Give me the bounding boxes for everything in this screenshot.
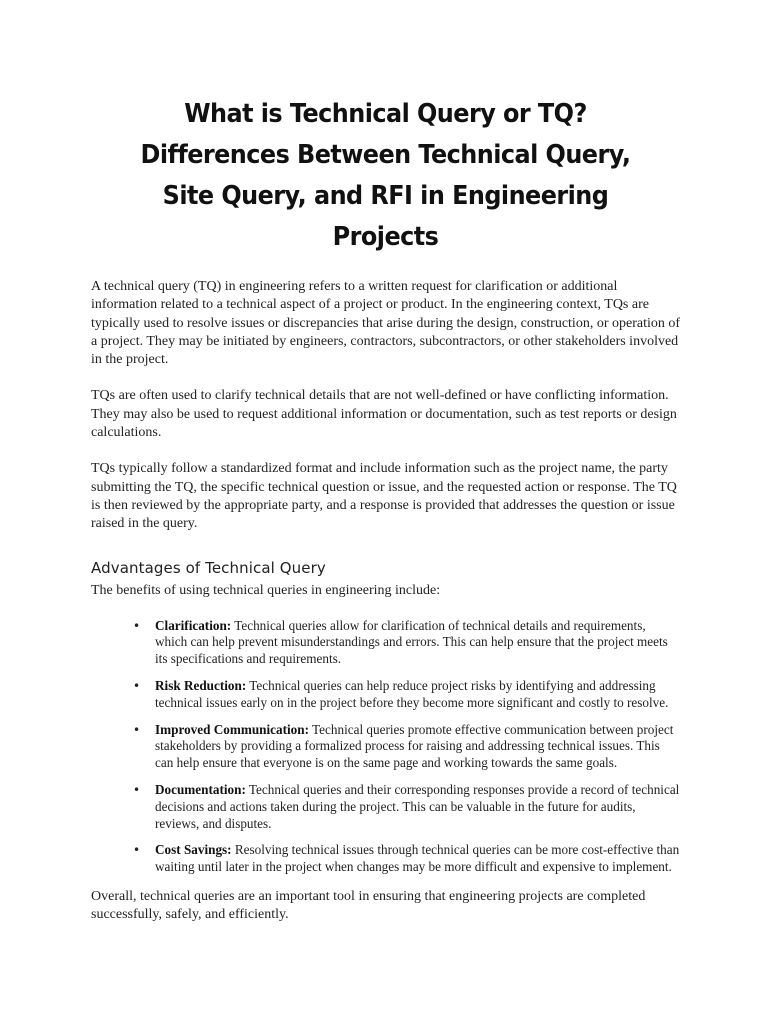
paragraph-format: TQs typically follow a standardized format and include information such as the project name, the party submitting the TQ, the specific technical question or issue, and the requested action or response. The TQ is then reviewed by the appropriate party, and a response is provided that addresses the question or issue raised in the query. [91, 461, 677, 532]
list-item-documentation [133, 781, 680, 832]
list-item-text: Technical queries can help reduce project risks by identifying and addressing technical issues early on in the project before they become more significant and costly to resolve. [155, 677, 669, 710]
section-heading: Advantages of Technical Query [91, 558, 326, 577]
list-item-term: Cost Savings: [155, 842, 232, 858]
paragraph-definition: A technical query (TQ) in engineering refers to a written request for clarification or additional information related to a technical aspect of a project or product. In the engineering context, TQs are typically used to resolve issues or discrepancies that arise during the design, construction, or operation of a project. They may be initiated by engineers, contractors, subcontractors, or other stakeholders involved in the project. [91, 279, 681, 368]
list-item-risk-reduction [133, 677, 680, 712]
conclusion-paragraph: Overall, technical queries are an important tool in ensuring that engineering projects are completed successfully, safely, and efficiently. [91, 888, 646, 922]
list-item-term: Improved Communication: [155, 721, 309, 737]
bullet-icon: • [133, 722, 141, 737]
bullet-icon: • [133, 843, 141, 858]
bullet-icon: • [133, 678, 141, 693]
list-item-term: Clarification: [155, 617, 232, 633]
bullet-icon: • [133, 782, 141, 797]
list-item-clarification [133, 617, 680, 668]
list-item-term: Documentation: [155, 781, 246, 797]
bullet-icon: • [133, 618, 141, 633]
advantages-list [91, 618, 680, 876]
document-title: What is Technical Query or TQ? Differences Between Technical Query, Site Query, and RFI in Engineering Projects [140, 99, 631, 252]
list-item-text: Resolving technical issues through technical queries can be more cost-effective than waiting until later in the project when changes may be more difficult and expensive to implement. [155, 842, 680, 875]
section-intro: The benefits of using technical queries in engineering include: [91, 582, 441, 598]
list-item-term: Risk Reduction: [155, 677, 247, 693]
paragraph-usage: TQs are often used to clarify technical details that are not well-defined or have conflicting information. They may also be used to request additional information or documentation, such as test reports or design calculations. [91, 388, 677, 441]
list-item-improved-communication [133, 721, 680, 772]
list-item-text: Technical queries and their corresponding responses provide a record of technical decisions and actions taken during the project. This can be valuable in the future for audits, reviews, and disputes. [155, 781, 680, 831]
list-item-text: Technical queries promote effective communication between project stakeholders by providing a formalized process for raising and addressing technical issues. This can help ensure that everyone is on the same page and working towards the same goals. [155, 721, 674, 771]
list-item-text: Technical queries allow for clarification of technical details and requirements, which can help prevent misunderstandings and errors. This can help ensure that the project meets its specifications and requirements. [155, 617, 668, 667]
list-item-cost-savings [133, 842, 680, 876]
